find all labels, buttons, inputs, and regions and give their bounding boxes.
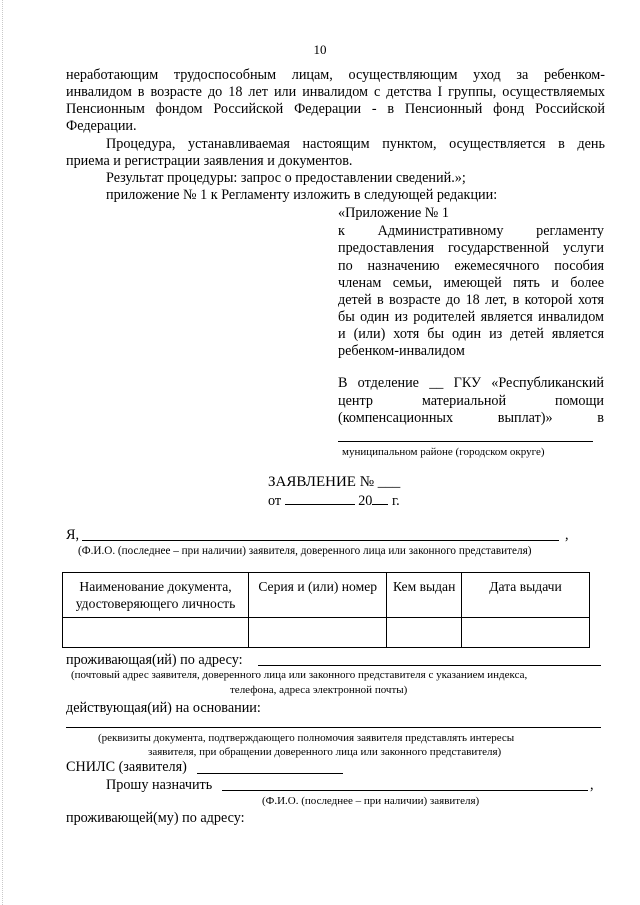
municipality-caption: муниципальном районе (городском округе) (342, 446, 545, 458)
statement-title: ЗАЯВЛЕНИЕ № ___ (268, 474, 401, 490)
residence-address-field[interactable] (258, 665, 601, 666)
document-issuer-cell[interactable] (387, 618, 462, 648)
scan-margin-marks (2, 0, 6, 905)
appendix-line: детей в возрасте до 18 лет, в которой хотя (338, 292, 604, 308)
request-suffix: , (590, 777, 594, 793)
appendix-line: бы один из родителей является инвалидом (338, 309, 604, 325)
paragraph-line: Процедура, устанавливаемая настоящим пунктом, осуществляется в день (106, 136, 605, 152)
applicant-caption: (Ф.И.О. (последнее – при наличии) заявителя, доверенного лица или законного представителя) (78, 545, 532, 557)
acting-basis-caption: (реквизиты документа, подтверждающего полномочия заявителя представлять интересы (98, 732, 515, 744)
paragraph-line: Пенсионным фондом Российской Федерации - в Пенсионный фонд Российской (66, 101, 605, 117)
acting-basis-label: действующая(ий) на основании: (66, 700, 261, 716)
municipality-underline (338, 441, 593, 442)
table-header-row (63, 573, 590, 618)
date-year-field[interactable] (372, 492, 388, 505)
page-number: 10 (313, 42, 327, 57)
addressee-line: (компенсационных выплат)» в (338, 410, 604, 426)
appendix-line: предоставления государственной услуги (338, 240, 604, 256)
appendix-line: и (или) хотя бы один из детей является (338, 326, 604, 342)
document-name-cell[interactable] (63, 618, 249, 648)
identity-document-table (62, 572, 590, 648)
applicant-suffix: , (565, 527, 569, 543)
appendix-intro-line: приложение № 1 к Регламенту изложить в следующей редакции: (106, 187, 498, 203)
result-line: Результат процедуры: запрос о предоставлении сведений.»; (106, 170, 466, 186)
appendix-line: к Административному регламенту (338, 223, 604, 239)
date-day-field[interactable] (285, 492, 355, 505)
appendix-line: ребенком-инвалидом (338, 343, 465, 359)
column-header: Дата выдачи (462, 573, 590, 618)
column-header: Наименование документа, удостоверяющего личность (63, 573, 249, 618)
document-number-cell[interactable] (249, 618, 387, 648)
request-caption: (Ф.И.О. (последнее – при наличии) заявителя) (262, 795, 480, 807)
residing-label: проживающей(му) по адресу: (66, 810, 245, 826)
applicant-prefix: Я, (66, 527, 80, 543)
request-label: Прошу назначить (106, 777, 213, 793)
applicant-name-field[interactable] (82, 540, 559, 541)
request-name-field[interactable] (222, 790, 588, 791)
snils-label: СНИЛС (заявителя) (66, 759, 187, 775)
paragraph-line: неработающим трудоспособным лицам, осуществляющим уход за ребенком- (66, 67, 605, 83)
paragraph-line: инвалидом в возрасте до 18 лет или инвалидом с детства I группы, осуществляемых (66, 84, 605, 100)
acting-basis-caption: заявителя, при обращении доверенного лица или законного представителя) (148, 746, 502, 758)
date-suffix: г. (391, 493, 400, 509)
paragraph-line: Федерации. (66, 118, 137, 134)
column-header: Серия и (или) номер (249, 573, 387, 618)
table-row (63, 618, 590, 648)
date-prefix: от (268, 493, 282, 509)
paragraph-line: приема и регистрации заявления и документов. (66, 153, 353, 169)
residence-caption: (почтовый адрес заявителя, доверенного лица или законного представителя с указанием индекса, (71, 669, 528, 681)
residence-caption: телефона, адреса электронной почты) (230, 684, 408, 696)
appendix-line: членам семьи, имеющей пять и более (338, 275, 604, 291)
date-year-prefix: 20 (358, 493, 373, 509)
addressee-line: центр материальной помощи (338, 393, 604, 409)
appendix-heading: «Приложение № 1 (338, 205, 449, 221)
acting-basis-field[interactable] (66, 727, 601, 728)
statement-date (268, 492, 400, 510)
snils-field[interactable] (197, 773, 343, 774)
residence-label: проживающая(ий) по адресу: (66, 652, 243, 668)
appendix-line: по назначению ежемесячного пособия (338, 258, 604, 274)
addressee-line: В отделение __ ГКУ «Республиканский (338, 375, 604, 391)
document-date-cell[interactable] (462, 618, 590, 648)
column-header: Кем выдан (387, 573, 462, 618)
